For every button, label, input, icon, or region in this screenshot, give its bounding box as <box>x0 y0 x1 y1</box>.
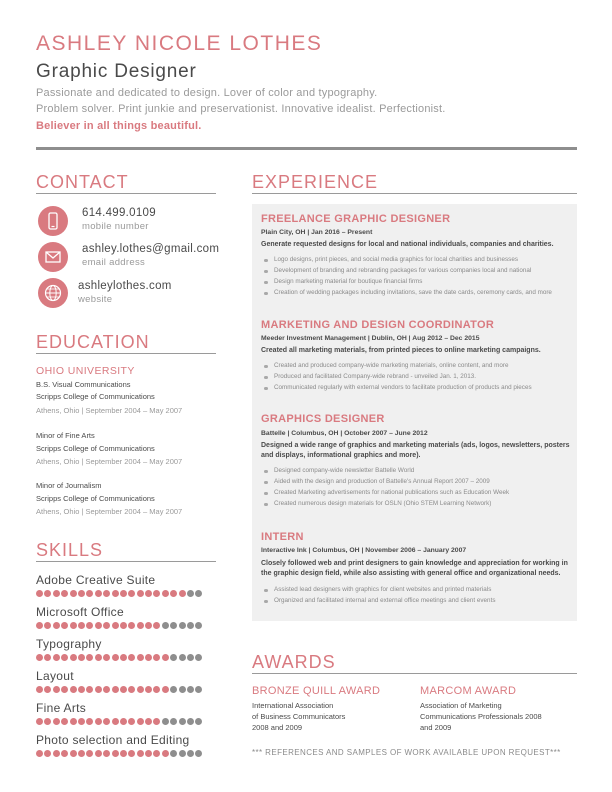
skill-dot-filled <box>70 590 77 597</box>
job-title: FREELANCE GRAPHIC DESIGNER <box>261 213 451 225</box>
skill-dot-filled <box>53 750 60 757</box>
skill-dot-filled <box>120 686 127 693</box>
skill-dot-empty <box>187 750 194 757</box>
award-line: International Association <box>252 701 334 710</box>
skill-dot-filled <box>145 622 152 629</box>
skill-label: Typography <box>36 637 102 651</box>
skill-dot-empty <box>170 718 177 725</box>
envelope-icon <box>38 242 68 272</box>
skill-dot-filled <box>44 750 51 757</box>
website-label: website <box>78 294 113 305</box>
skill-dot-filled <box>153 622 160 629</box>
job-description: Closely followed web and print designers to gain knowledge and appreciation for working in the graphic design field, while also assisting with general office and organizational needs. <box>261 560 568 577</box>
skill-dot-filled <box>120 654 127 661</box>
award-line: of Business Communicators <box>252 712 346 721</box>
skill-dot-filled <box>145 590 152 597</box>
skill-dot-filled <box>70 622 77 629</box>
skill-dot-filled <box>95 686 102 693</box>
job-description: Created all marketing materials, from printed pieces to online marketing campaigns. <box>261 347 541 354</box>
skill-dot-filled <box>78 590 85 597</box>
skill-dot-filled <box>44 622 51 629</box>
email-address[interactable]: ashley.lothes@gmail.com <box>82 243 220 255</box>
awards-title: AWARDS <box>252 652 336 672</box>
skill-dot-empty <box>195 590 202 597</box>
skill-dot-filled <box>112 622 119 629</box>
skill-dot-filled <box>78 718 85 725</box>
skill-dot-filled <box>78 622 85 629</box>
bullet: Organized and facilitated internal and external office meetings and client events <box>261 597 576 608</box>
experience-title: EXPERIENCE <box>252 172 379 192</box>
skill-dot-filled <box>112 718 119 725</box>
skill-label: Photo selection and Editing <box>36 733 190 747</box>
skill-dot-filled <box>153 686 160 693</box>
skill-label: Microsoft Office <box>36 605 124 619</box>
skill-dot-filled <box>103 590 110 597</box>
skills-title: SKILLS <box>36 540 104 560</box>
skill-meter <box>36 622 202 629</box>
job-bullets <box>261 586 576 608</box>
skill-dot-empty <box>187 718 194 725</box>
tagline-line-1: Passionate and dedicated to design. Lover of color and typography. <box>36 87 378 99</box>
skill-dot-filled <box>120 718 127 725</box>
minor-2-college: Scripps College of Communications <box>36 494 155 503</box>
tagline-line-2: Problem solver. Print junkie and preservationist. Innovative idealist. Perfectionist. <box>36 103 446 115</box>
skill-label: Fine Arts <box>36 701 87 715</box>
bullet: Created numerous design materials for OSLN (Ohio STEM Learning Network) <box>261 500 576 511</box>
skill-meter <box>36 718 202 725</box>
skill-dot-filled <box>86 750 93 757</box>
skill-dot-filled <box>36 622 43 629</box>
job-bullets <box>261 467 576 511</box>
skill-dot-filled <box>153 718 160 725</box>
header-divider <box>36 147 577 150</box>
bullet: Development of branding and rebranding packages for various companies local and national <box>261 267 576 278</box>
skill-dot-filled <box>145 654 152 661</box>
skill-dot-empty <box>187 654 194 661</box>
email-label: email address <box>82 257 146 268</box>
skill-label: Layout <box>36 669 74 683</box>
job-bullets <box>261 256 576 300</box>
skill-dot-filled <box>162 750 169 757</box>
skill-dot-filled <box>145 686 152 693</box>
skill-dot-filled <box>112 750 119 757</box>
job-title: GRAPHICS DESIGNER <box>261 413 385 425</box>
skill-dot-filled <box>36 686 43 693</box>
website-url[interactable]: ashleylothes.com <box>78 280 172 292</box>
skill-meter <box>36 750 202 757</box>
skill-dot-filled <box>86 686 93 693</box>
bullet: Communicated regularly with external vendors to facilitate production of products and pieces <box>261 384 576 395</box>
skill-dot-empty <box>187 686 194 693</box>
skill-dot-filled <box>128 654 135 661</box>
skill-dot-filled <box>78 654 85 661</box>
skill-dot-filled <box>103 718 110 725</box>
skill-dot-filled <box>61 718 68 725</box>
phone-number: 614.499.0109 <box>82 207 156 219</box>
skill-dot-filled <box>61 590 68 597</box>
phone-icon <box>38 206 68 236</box>
skill-dot-empty <box>195 750 202 757</box>
education-rule <box>36 353 216 354</box>
skill-label: Adobe Creative Suite <box>36 573 156 587</box>
degree: B.S. Visual Communications <box>36 380 131 389</box>
skill-dot-filled <box>137 590 144 597</box>
skill-dot-empty <box>162 718 169 725</box>
skill-dot-filled <box>137 750 144 757</box>
skill-dot-filled <box>70 718 77 725</box>
skill-dot-empty <box>179 686 186 693</box>
award-line: and 2009 <box>420 723 452 732</box>
skill-dot-filled <box>61 654 68 661</box>
skill-dot-filled <box>95 718 102 725</box>
contact-rule <box>36 193 216 194</box>
tagline-line-3: Believer in all things beautiful. <box>36 120 202 132</box>
award-line: 2008 and 2009 <box>252 723 303 732</box>
skill-dot-filled <box>128 622 135 629</box>
skill-dot-filled <box>112 590 119 597</box>
skill-dot-filled <box>112 686 119 693</box>
skill-dot-empty <box>179 750 186 757</box>
skill-dot-filled <box>95 750 102 757</box>
school-name: OHIO UNIVERSITY <box>36 365 135 377</box>
award-title: MARCOM AWARD <box>420 685 517 697</box>
skill-dot-filled <box>103 622 110 629</box>
skill-dot-filled <box>170 590 177 597</box>
bullet: Created Marketing advertisements for national publications such as Education Week <box>261 489 576 500</box>
skill-dot-filled <box>145 750 152 757</box>
bullet: Design marketing material for boutique financial firms <box>261 278 576 289</box>
job-meta: Battelle | Columbus, OH | October 2007 – June 2012 <box>261 430 428 437</box>
skill-dot-empty <box>187 590 194 597</box>
job-role: Graphic Designer <box>36 61 197 82</box>
skill-dot-empty <box>170 622 177 629</box>
skill-dot-empty <box>162 622 169 629</box>
skill-dot-filled <box>137 654 144 661</box>
skill-dot-filled <box>36 654 43 661</box>
edu-dates: Athens, Ohio | September 2004 – May 2007 <box>36 406 183 415</box>
awards-rule <box>252 673 577 674</box>
job-bullets <box>261 362 576 395</box>
bullet: Produced and facilitated Company-wide rebrand - unveiled Jan. 1, 2013. <box>261 373 576 384</box>
minor-1-college: Scripps College of Communications <box>36 444 155 453</box>
award-line: Association of Marketing <box>420 701 502 710</box>
skill-dot-empty <box>195 686 202 693</box>
bullet: Aided with the design and production of Battelle's Annual Report 2007 – 2009 <box>261 478 576 489</box>
skill-dot-filled <box>78 686 85 693</box>
skill-dot-filled <box>137 686 144 693</box>
skill-dot-empty <box>195 718 202 725</box>
skill-dot-filled <box>95 590 102 597</box>
education-title: EDUCATION <box>36 332 150 352</box>
skill-dot-filled <box>70 750 77 757</box>
skill-dot-filled <box>95 622 102 629</box>
job-title: INTERN <box>261 531 304 543</box>
applicant-name: ASHLEY NICOLE LOTHES <box>36 32 323 55</box>
skill-dot-filled <box>61 686 68 693</box>
skill-dot-filled <box>86 654 93 661</box>
skill-dot-filled <box>162 590 169 597</box>
skill-meter <box>36 686 202 693</box>
skill-dot-filled <box>120 622 127 629</box>
bullet: Creation of wedding packages including invitations, save the date cards, ceremony cards, and more <box>261 289 576 300</box>
skill-dot-filled <box>44 686 51 693</box>
job-meta: Meeder Investment Management | Dublin, OH | Aug 2012 – Dec 2015 <box>261 335 480 342</box>
skill-dot-empty <box>195 622 202 629</box>
skill-dot-filled <box>53 686 60 693</box>
skill-dot-filled <box>103 654 110 661</box>
skill-dot-empty <box>179 654 186 661</box>
job-description: Designed a wide range of graphics and marketing materials (ads, logos, newsletters, posters and displays, informational graphics and more). <box>261 442 570 459</box>
minor-1: Minor of Fine Arts <box>36 431 95 440</box>
skill-dot-filled <box>53 622 60 629</box>
skill-dot-filled <box>70 654 77 661</box>
skill-dot-empty <box>170 686 177 693</box>
skill-dot-empty <box>187 622 194 629</box>
skill-dot-filled <box>128 718 135 725</box>
skill-dot-filled <box>162 686 169 693</box>
skill-dot-filled <box>36 590 43 597</box>
skill-dot-filled <box>86 590 93 597</box>
bullet: Logo designs, print pieces, and social media graphics for local charities and businesses <box>261 256 576 267</box>
contact-title: CONTACT <box>36 172 129 192</box>
experience-rule <box>252 193 577 194</box>
skill-dot-filled <box>128 750 135 757</box>
skill-dot-filled <box>120 750 127 757</box>
job-meta: Interactive Ink | Columbus, OH | November 2006 – January 2007 <box>261 547 467 554</box>
phone-label: mobile number <box>82 221 149 232</box>
skill-dot-filled <box>120 590 127 597</box>
skill-dot-empty <box>170 654 177 661</box>
skill-dot-filled <box>36 718 43 725</box>
skill-meter <box>36 654 202 661</box>
skill-dot-filled <box>137 622 144 629</box>
skill-dot-filled <box>112 654 119 661</box>
skill-dot-filled <box>162 654 169 661</box>
skill-dot-empty <box>195 654 202 661</box>
skill-dot-empty <box>179 622 186 629</box>
skill-dot-filled <box>86 718 93 725</box>
award-title: BRONZE QUILL AWARD <box>252 685 381 697</box>
skill-dot-filled <box>53 654 60 661</box>
skill-dot-filled <box>145 718 152 725</box>
job-description: Generate requested designs for local and national individuals, companies and charities. <box>261 241 554 248</box>
skill-dot-filled <box>179 590 186 597</box>
skill-dot-filled <box>103 750 110 757</box>
skill-dot-filled <box>44 718 51 725</box>
skill-dot-filled <box>78 750 85 757</box>
skill-dot-filled <box>86 622 93 629</box>
skill-dot-filled <box>44 654 51 661</box>
globe-icon <box>38 278 68 308</box>
skill-dot-empty <box>179 718 186 725</box>
college: Scripps College of Communications <box>36 392 155 401</box>
skill-dot-filled <box>61 750 68 757</box>
skill-dot-filled <box>61 622 68 629</box>
bullet: Created and produced company-wide marketing materials, online content, and more <box>261 362 576 373</box>
skill-meter <box>36 590 202 597</box>
skill-dot-filled <box>36 750 43 757</box>
skill-dot-filled <box>128 686 135 693</box>
job-title: MARKETING AND DESIGN COORDINATOR <box>261 319 495 331</box>
minor-2: Minor of Journalism <box>36 481 102 490</box>
skill-dot-filled <box>70 686 77 693</box>
minor-2-dates: Athens, Ohio | September 2004 – May 2007 <box>36 507 183 516</box>
skill-dot-filled <box>44 590 51 597</box>
skill-dot-filled <box>137 718 144 725</box>
minor-1-dates: Athens, Ohio | September 2004 – May 2007 <box>36 457 183 466</box>
job-meta: Plain City, OH | Jan 2016 – Present <box>261 229 373 236</box>
skills-rule <box>36 561 216 562</box>
skill-dot-filled <box>53 718 60 725</box>
skill-dot-filled <box>153 654 160 661</box>
skill-dot-filled <box>153 590 160 597</box>
skill-dot-filled <box>153 750 160 757</box>
skill-dot-filled <box>103 686 110 693</box>
references-note: *** REFERENCES AND SAMPLES OF WORK AVAILABLE UPON REQUEST*** <box>252 748 561 757</box>
bullet: Designed company-wide newsletter Battelle World <box>261 467 576 478</box>
bullet: Assisted lead designers with graphics for client websites and printed materials <box>261 586 576 597</box>
skill-dot-filled <box>95 654 102 661</box>
skill-dot-empty <box>170 750 177 757</box>
skill-dot-filled <box>128 590 135 597</box>
skill-dot-filled <box>53 590 60 597</box>
award-line: Communications Professionals 2008 <box>420 712 542 721</box>
